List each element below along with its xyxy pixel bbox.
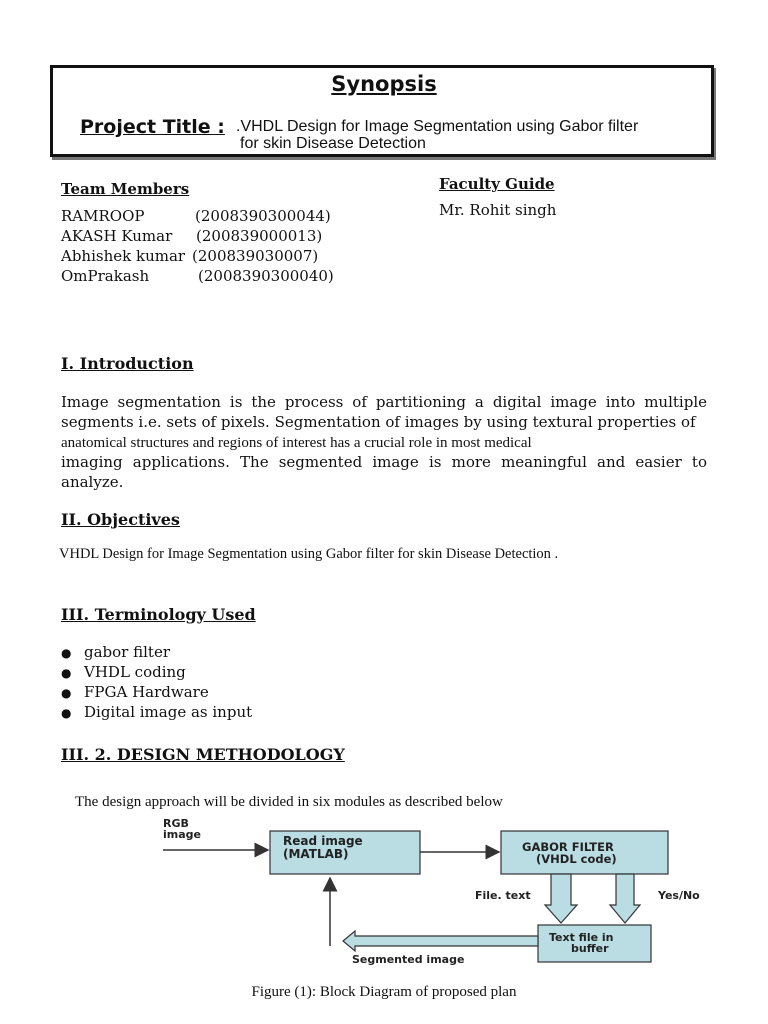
team-member bbox=[61, 246, 319, 266]
project-title-line-1: .VHDL Design for Image Segmentation using Gabor filter bbox=[236, 118, 639, 135]
design-intro-text: The design approach will be divided in six modules as described below bbox=[75, 794, 503, 810]
list-item: ● VHDL coding bbox=[61, 663, 186, 681]
project-title-line-2: for skin Disease Detection bbox=[240, 135, 426, 152]
member-name: AKASH Kumar bbox=[61, 227, 173, 245]
terminology-heading: III. Terminology Used bbox=[61, 605, 256, 624]
text-file-label: Text file in bbox=[549, 931, 614, 944]
read-image-label: Read image bbox=[283, 834, 363, 848]
objectives-heading: II. Objectives bbox=[61, 510, 180, 529]
list-item: ● gabor filter bbox=[61, 643, 170, 661]
segmented-image-label: Segmented image bbox=[352, 953, 465, 966]
list-item: ● FPGA Hardware bbox=[61, 683, 209, 701]
block-diagram bbox=[0, 810, 768, 982]
bullet-icon: ● bbox=[61, 666, 72, 680]
yes-no-label: Yes/No bbox=[658, 889, 700, 902]
return-arrow bbox=[343, 931, 538, 951]
bullet-icon: ● bbox=[61, 646, 72, 660]
bullet-icon: ● bbox=[61, 706, 72, 720]
member-name: RAMROOP bbox=[61, 207, 145, 225]
introduction-paragraph-mid bbox=[61, 432, 707, 453]
buffer-label: buffer bbox=[571, 942, 609, 955]
member-name: Abhishek kumar bbox=[61, 247, 186, 265]
page-title: Synopsis bbox=[331, 72, 437, 96]
team-member bbox=[61, 226, 323, 246]
faculty-guide-heading: Faculty Guide bbox=[439, 175, 555, 193]
terminology-list bbox=[61, 642, 252, 722]
member-id: (200839030007) bbox=[192, 247, 319, 265]
feedback-bottom-line bbox=[330, 941, 343, 946]
team-member bbox=[61, 266, 334, 286]
figure-caption: Figure (1): Block Diagram of proposed plan bbox=[251, 984, 517, 1000]
rgb-label: RGB bbox=[163, 817, 189, 830]
introduction-line-2: anatomical structures and regions of interest has a crucial role in most medical bbox=[61, 435, 532, 451]
objectives-text: VHDL Design for Image Segmentation using Gabor filter for skin Disease Detection . bbox=[59, 546, 559, 562]
image-label: image bbox=[163, 828, 201, 841]
vhdl-code-label: (VHDL code) bbox=[536, 852, 617, 866]
introduction-heading: I. Introduction bbox=[61, 354, 194, 373]
member-id: (2008390300040) bbox=[198, 267, 334, 285]
gabor-filter-label: GABOR FILTER bbox=[522, 840, 614, 854]
list-item: ● Digital image as input bbox=[61, 703, 253, 721]
introduction-line-3: imaging applications. The segmented image is more meaningful and easier to analyze. bbox=[61, 453, 707, 491]
introduction-line-1: Image segmentation is the process of partitioning a digital image into multiple segments i.e. sets of pixels. Segmentation of images by using textural properties of bbox=[61, 393, 707, 431]
project-title-label: Project Title : bbox=[80, 116, 225, 138]
design-methodology-heading: III. 2. DESIGN METHODOLOGY bbox=[61, 745, 345, 764]
matlab-label: (MATLAB) bbox=[283, 847, 349, 861]
file-text-arrow bbox=[545, 874, 577, 923]
member-id: (2008390300044) bbox=[195, 207, 331, 225]
file-text-label: File. text bbox=[475, 889, 531, 902]
member-name: OmPrakash bbox=[61, 267, 150, 285]
project-title bbox=[236, 118, 706, 152]
yes-no-arrow bbox=[610, 874, 640, 923]
faculty-guide-name: Mr. Rohit singh bbox=[439, 201, 557, 219]
team-member bbox=[61, 206, 331, 226]
introduction-paragraph bbox=[61, 392, 707, 432]
bullet-icon: ● bbox=[61, 686, 72, 700]
member-id: (200839000013) bbox=[196, 227, 323, 245]
introduction-paragraph-end bbox=[61, 452, 707, 492]
team-members-heading: Team Members bbox=[61, 180, 190, 198]
